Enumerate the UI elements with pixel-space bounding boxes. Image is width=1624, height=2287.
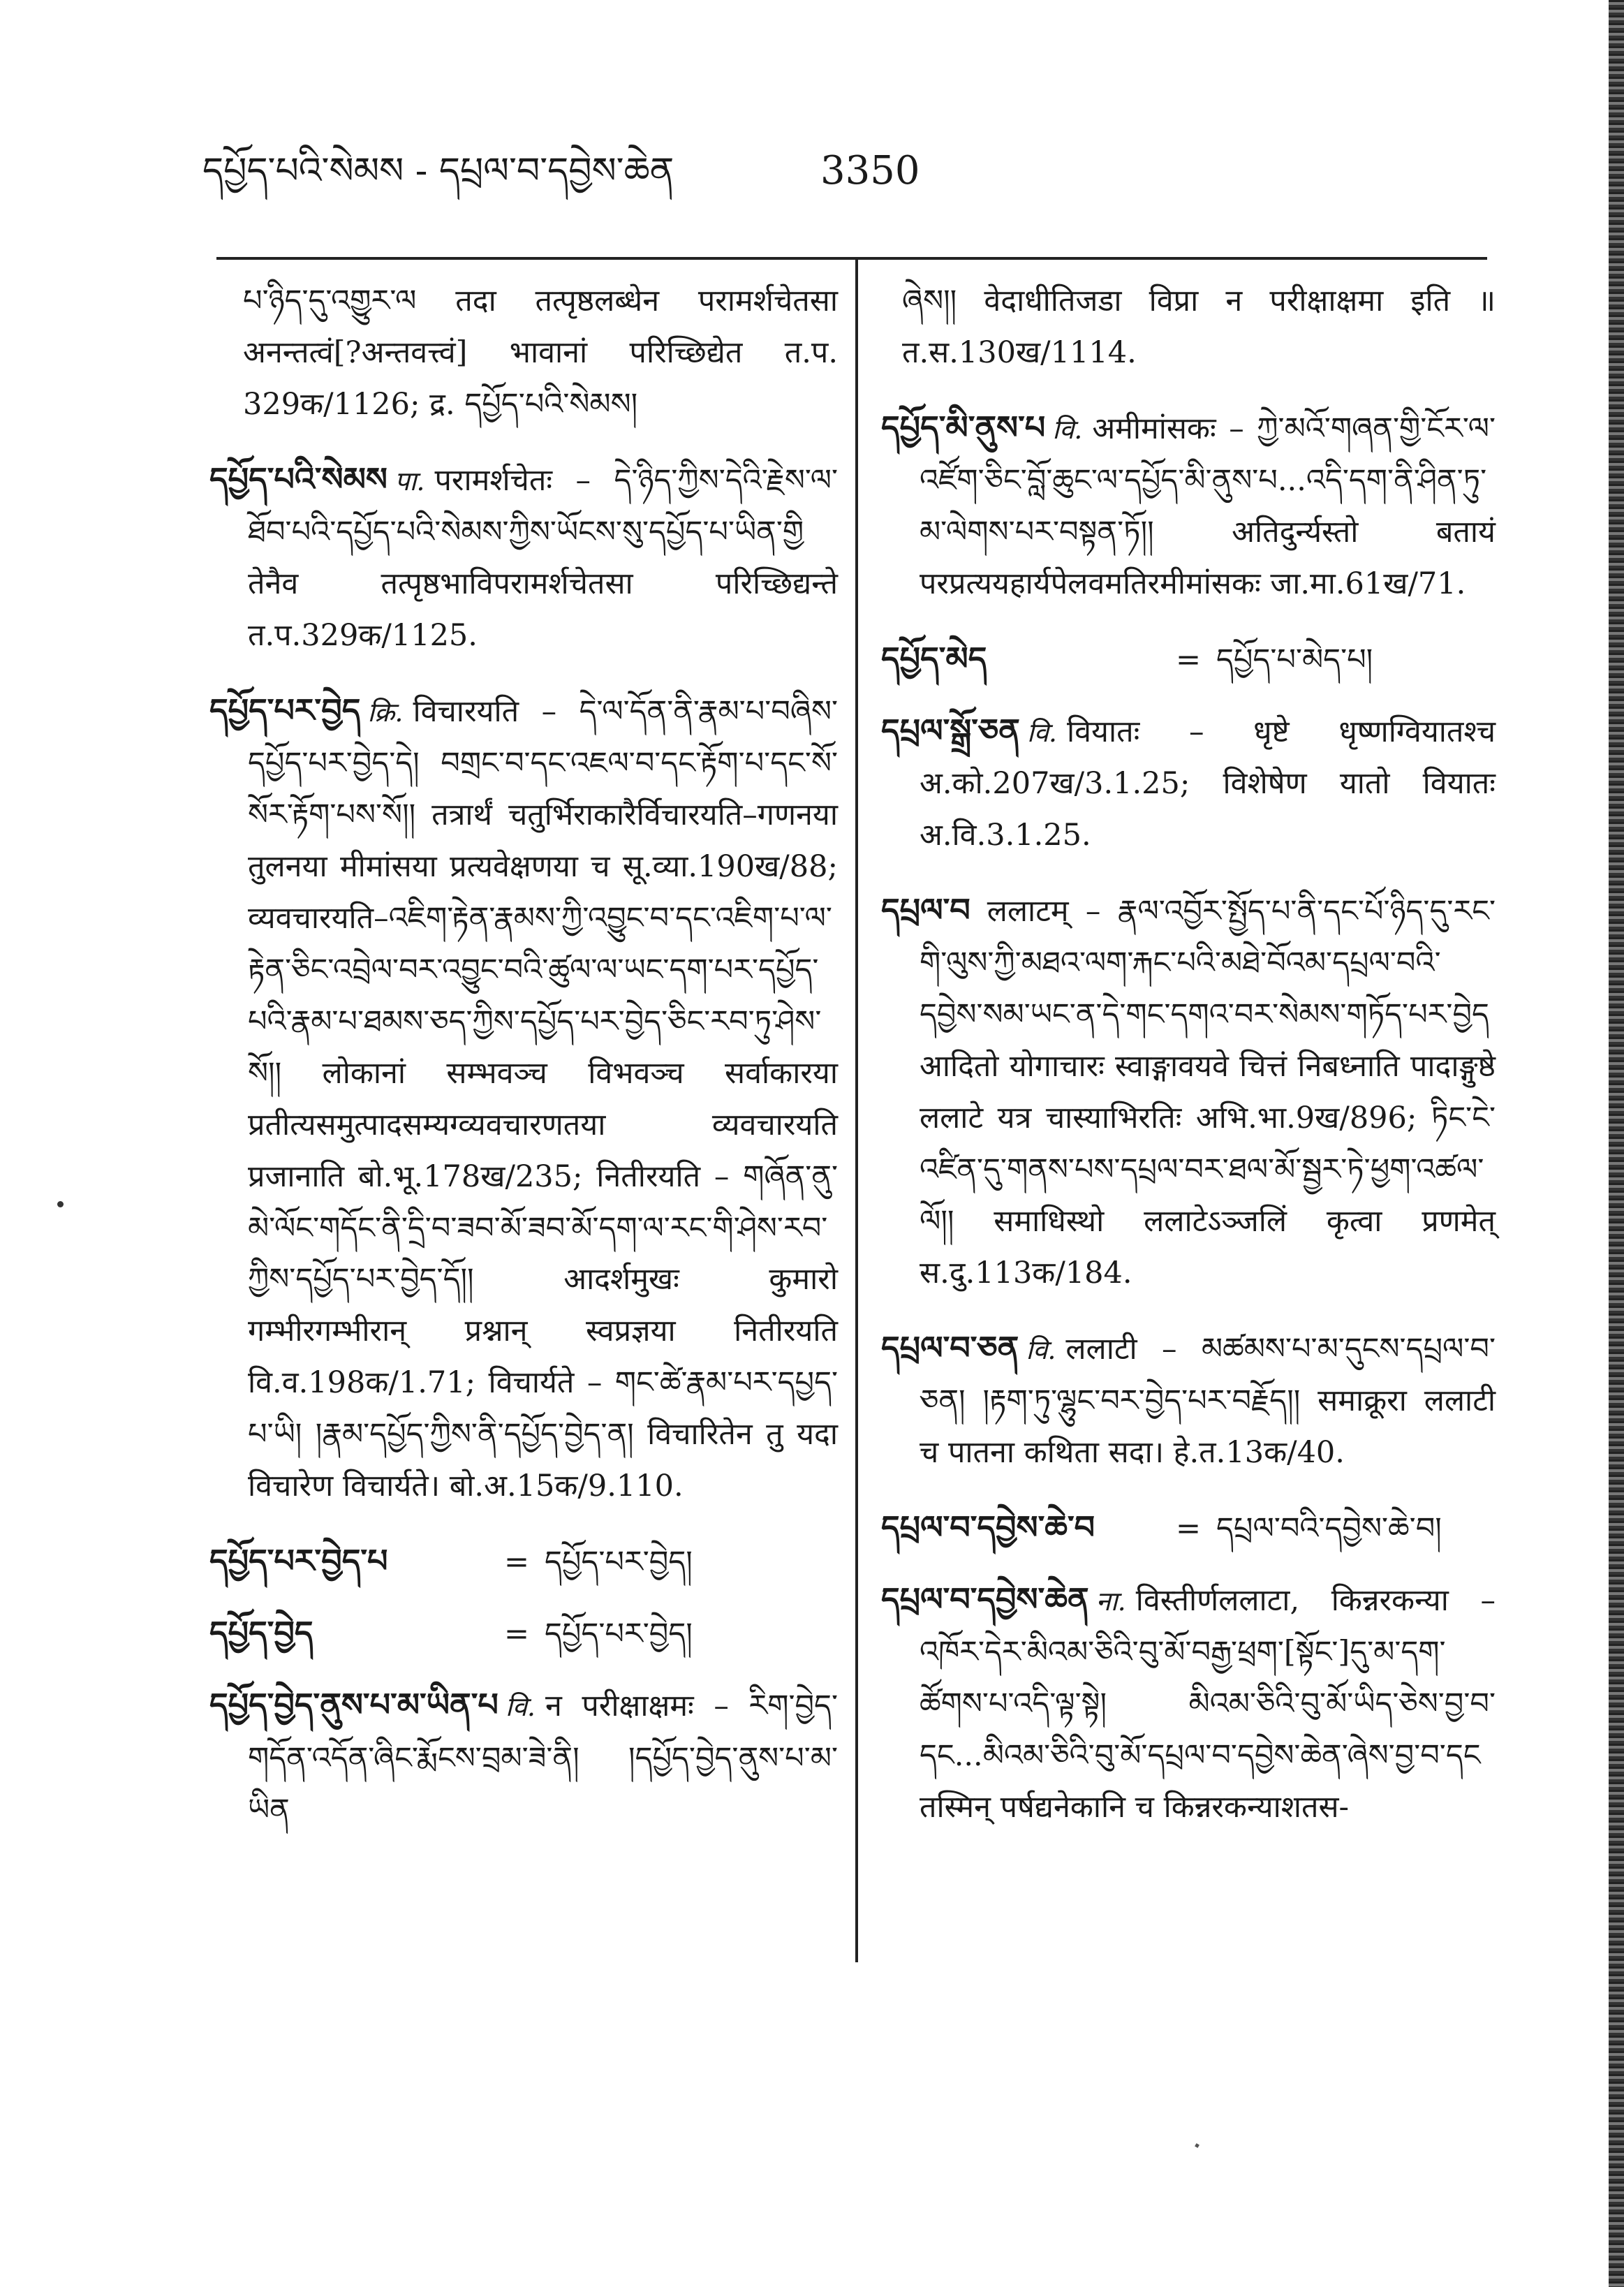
column-divider (855, 258, 858, 1962)
dictionary-entry (881, 400, 1496, 610)
grammar-category: ना. (1095, 1585, 1126, 1617)
dictionary-entry (881, 1321, 1496, 1479)
grammar-category: पा. (394, 465, 425, 497)
dictionary-entry (209, 452, 838, 662)
xref-target: དཔྲལ་བའི་དབྱེས་ཆེ་བ། (1216, 1510, 1442, 1546)
headword: དཔྲལ་བ (881, 891, 970, 929)
scan-edge (1609, 0, 1624, 2287)
margin-mark (57, 1201, 64, 1207)
dictionary-entry (209, 683, 838, 1513)
dictionary-entry (881, 1572, 1496, 1834)
page-number: 3350 (820, 148, 920, 193)
right-column (881, 276, 1496, 1855)
stray-mark (1195, 2143, 1199, 2148)
grammar-category: वि. (1026, 716, 1057, 748)
xref-target: དཔྱོད་པ་མེད་པ། (1216, 642, 1373, 677)
headword: དཔྱོད་པར་བྱེད (209, 691, 361, 729)
xref-term: དཔྱོད་མེད (881, 639, 987, 677)
entry-body: विचारयति – དེ་ལ་དོན་ནི་རྣམ་པ་བཞིས་དཔྱོད་པར་བྱེད་དེ། བགྲང་བ་དང་འཇལ་བ་དང་རྟོག་པ་དང་སོ་སོར་རྟོག་པས་སོ།། तत्रार्थं चतुर्भिराकारैर्विचारयति–गणनया तुलनया मीमांसया प्रत्यवेक्षणया च सू.व्या.190ख/88; व्यवचारयति–འཇིག་རྟེན་རྣམས་ཀྱི་འབྱུང་བ་དང་འཇིག་པ་ལ་རྟེན་ཅིང་འབྲེལ་བར་འབྱུང་བའི་ཚུལ་ལ་ཡང་དག་པར་དཔྱོད་པའི་རྣམ་པ་ཐམས་ཅད་ཀྱིས་དཔྱོད་པར་བྱེད་ཅིང་རབ་ཏུ་ཤེས་སོ།། लोकानां सम्भवञ्च विभवञ्च सर्वाकारया प्रतीत्यसमुत्पादसम्यग्व्यवचारणतया व्यवचारयति प्रजानाति बो.भू.178ख/235; नितीरयति – གཞོན་ནུ་མེ་ལོང་གདོང་ནི་དྲི་བ་ཟབ་མོ་ཟབ་མོ་དག་ལ་རང་གི་ཤེས་རབ་ཀྱིས་དཔྱོད་པར་བྱེད་དོ།། आदर्शमुखः कुमारो गम्भीरगम्भीरान् प्रश्नान् स्वप्रज्ञया नितीरयति वि.व.198क/1.71; विचार्यते – གང་ཚེ་རྣམ་པར་དཔྱད་པ་ཡི། །རྣམ་དཔྱོད་ཀྱིས་ནི་དཔྱོད་བྱེད་ན། विचारितेन तु यदा विचारेण विचार्यते। बो.अ.15क/9.110. (248, 693, 838, 1504)
entry-body: ललाटम् – རྣལ་འབྱོར་སྤྱོད་པ་ནི་དང་པོ་ཉིད་དུ་རང་གི་ལུས་ཀྱི་མཐའ་ལག་རྐང་པའི་མཐེ་བོའམ་དཔྲལ་བའི་དབྱེས་སམ་ཡང་ན་དེ་གང་དགའ་བར་སེམས་གཏོད་པར་བྱེད आदितो योगाचारः स्वाङ्गावयवे चित्तं निबध्नाति पादाङ्गुष्ठे ललाटे यत्र चास्याभिरतिः अभि.भा.9ख/896; ཏིང་ངེ་འཛིན་དུ་གནས་པས་དཔྲལ་བར་ཐལ་མོ་སྦྱར་ཏེ་ཕྱག་འཚལ་ལོ།། समाधिस्थो ललाटेऽञ्जलिं कृत्वा प्रणमेत् स.दु.113क/184. (920, 894, 1496, 1290)
dictionary-entry (209, 1677, 838, 1836)
xref-equals: = (503, 1617, 530, 1652)
dictionary-entry: ཞེས།། वेदाधीतिजडा विप्रा न परीक्षाक्षमा इति ॥ त.स.130ख/1114. (902, 284, 1496, 370)
cross-reference (209, 1605, 838, 1661)
dictionary-entry (881, 703, 1496, 862)
grammar-category: क्रि. (367, 696, 404, 728)
dictionary-entry (881, 883, 1496, 1300)
xref-equals: = (503, 1545, 530, 1580)
xref-term: དཔྱོད་བྱེད (209, 1614, 313, 1652)
xref-term: དཔྲལ་བ་དབྱེས་ཆེ་བ (881, 1508, 1095, 1546)
headword: དཔྱོད་མི་ནུས་པ (881, 408, 1046, 446)
xref-term: དཔྱོད་པར་བྱེད་པ (209, 1542, 388, 1580)
entry-body: न परीक्षाक्षमः – རིག་བྱེད་གདོན་འདོན་ཞིང་རྨོངས་བྲམ་ཟེ་ནི། །དཔྱོད་བྱེད་ནུས་པ་མ་ཡིན (248, 1689, 838, 1828)
cross-reference (881, 631, 1496, 686)
grammar-category: वि. (1026, 1334, 1056, 1365)
xref-target: དཔྱོད་པར་བྱེད། (545, 1545, 693, 1580)
running-header: དཔྱོད་པའི་སེམས - དཔྲལ་བ་དབྱེས་ཆེན (202, 150, 674, 192)
entry-body: वियातः – धृष्टे धृष्णग्वियातश्च अ.को.207ख/3.1.25; विशेषेण यातो वियातः अ.वि.3.1.25. (920, 714, 1496, 853)
entry-body: विस्तीर्णललाटा, किन्नरकन्या – འཁོར་དེར་མིའམ་ཅིའི་བུ་མོ་བརྒྱ་ཕྲག་[སྟོང་]དུ་མ་དག་ཚོགས་པ་འདི་ལྟ་སྟེ། མིའམ་ཅིའི་བུ་མོ་ཡིད་ཅེས་བྱ་བ་དང...མིའམ་ཅིའི་བུ་མོ་དཔྲལ་བ་དབྱེས་ཆེན་ཞེས་བྱ་བ་དང तस्मिन् पर्षद्यनेकानि च किन्नरकन्याशतस- (920, 1582, 1496, 1825)
cross-reference (209, 1534, 838, 1589)
grammar-category: वि. (1052, 413, 1083, 445)
xref-target: དཔྱོད་པར་བྱེད། (545, 1617, 693, 1652)
dictionary-entry: པ་ཉིད་དུ་འགྱུར་ལ तदा तत्पृष्ठलब्धेन परामर्शचेतसा अनन्तत्वं[?अन्तवत्त्वं] भावानां परिच्छिद्येत त.प. 329क/1126; द्र. དཔྱོད་པའི་སེམས། (243, 284, 838, 422)
xref-equals: = (1175, 642, 1202, 677)
entry-body: अमीमांसकः – ཀྱེ་མའོ་གཞན་གྱི་ངོར་ལ་འཛོག་ཅིང་བློ་ཆུང་ལ་དཔྱོད་མི་ནུས་པ...འདི་དག་ནི་ཤིན་ཏུ་མ་ལེགས་པར་བསྟན་ཏོ།། अतिदुर्न्यस्तो बतायं परप्रत्ययहार्यपेलवमतिरमीमांसकः जा.मा.61ख/71. (920, 411, 1496, 601)
grammar-category: वि. (505, 1691, 536, 1723)
entry-body: ललाटी – མཚམས་པ་མ་དུངས་དཔྲལ་བ་ཅན། །རྟག་ཏུ་ལྷུང་བར་བྱེད་པར་བརྗོད།། समाक्रूरा ललाटी च पातना कथिता सदा। हे.त.13क/40. (920, 1331, 1496, 1470)
headword: དཔྲལ་བ་ཅན (881, 1328, 1019, 1367)
entry-body: परामर्शचेतः – དེ་ཉིད་ཀྱིས་དེའི་རྗེས་ལ་ཐོབ་པའི་དཔྱོད་པའི་སེམས་ཀྱིས་ཡོངས་སུ་དཔྱོད་པ་ཡིན་གྱི तेनैव तत्पृष्ठभाविपरामर्शचेतसा परिच्छिद्यन्ते त.प.329क/1125. (248, 462, 838, 653)
headword: དཔྲལ་བ་དབྱེས་ཆེན (881, 1580, 1089, 1618)
left-column (209, 276, 838, 1857)
headword: དཔྱོད་པའི་སེམས (209, 459, 387, 498)
header-rule (216, 257, 1487, 260)
xref-equals: = (1175, 1510, 1202, 1546)
headword: དཔྱོད་བྱེད་ནུས་པ་མ་ཡིན་པ (209, 1686, 499, 1724)
headword: དཔྲལ་སྒྲོ་ཅན (881, 711, 1020, 749)
cross-reference (881, 1500, 1496, 1555)
